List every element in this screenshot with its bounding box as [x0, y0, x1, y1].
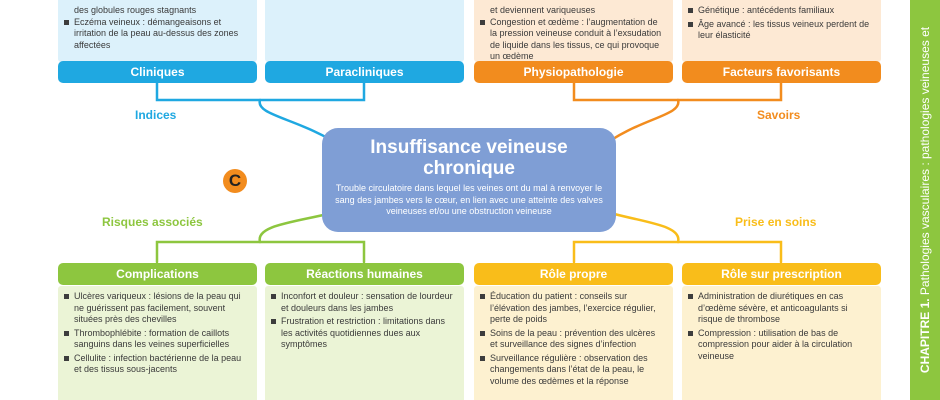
list-item: Frustration et restriction : limitations dans les activités quotidiennes dues aux symptômes: [271, 316, 456, 351]
central-concept: [322, 128, 616, 232]
bullet-icon: [271, 319, 276, 324]
role-propre-content: [474, 286, 673, 400]
list-item: Compression : utilisation de bas de compression pour aider à la circulation veineuse: [688, 328, 873, 363]
chapter-sidebar: [910, 0, 940, 400]
bullet-icon: [64, 20, 69, 25]
bullet-icon: [688, 331, 693, 336]
bullet-icon: [480, 20, 485, 25]
branch-label-risques: Risques associés: [102, 215, 203, 229]
header-paracliniques: Paracliniques: [265, 61, 464, 83]
bullet-icon: [688, 294, 693, 299]
header-role-sur-prescription: Rôle sur prescription: [682, 263, 881, 285]
branch-label-indices: Indices: [135, 108, 177, 122]
physiopathologie-content: [474, 0, 673, 62]
list-item: Eczéma veineux : démangeaisons et irritation de la peau au-dessus des zones affectées: [64, 17, 249, 52]
header-cliniques: Cliniques: [58, 61, 257, 83]
list-item: Âge avancé : les tissus veineux perdent de leur élasticité: [688, 19, 873, 42]
list-item: Thrombophlébite : formation de caillots sanguins dans les veines superficielles: [64, 328, 249, 351]
bullet-icon: [480, 294, 485, 299]
bullet-icon: [688, 22, 693, 27]
header-physiopathologie: Physiopathologie: [474, 61, 673, 83]
branch-label-savoirs: Savoirs: [757, 108, 801, 122]
list-item: Surveillance régulière : observation des changements dans l’état de la peau, le volume des œdèmes et la réponse: [480, 353, 665, 388]
bullet-icon: [480, 331, 485, 336]
facteurs-content: [682, 0, 881, 62]
reactions-content: [265, 286, 464, 400]
list-item: Génétique : antécédents familiaux: [688, 5, 873, 17]
bullet-icon: [64, 294, 69, 299]
chapter-title: CHAPITRE 1. Pathologies vasculaires : pathologies veineuses et: [918, 26, 932, 374]
c-badge-icon: C: [223, 169, 247, 193]
header-facteurs-favorisants: Facteurs favorisants: [682, 61, 881, 83]
header-reactions-humaines: Réactions humaines: [265, 263, 464, 285]
list-item: Soins de la peau : prévention des ulcères et surveillance des signes d’infection: [480, 328, 665, 351]
paracliniques-content: [265, 0, 464, 62]
header-role-propre: Rôle propre: [474, 263, 673, 285]
cliniques-content: [58, 0, 257, 62]
list-item: Congestion et œdème : l’augmentation de la pression veineuse conduit à l’exsudation de liquide dans les tissus, ce qui provoque un œdème: [480, 17, 665, 63]
bullet-icon: [64, 331, 69, 336]
bullet-icon: [64, 356, 69, 361]
complications-content: [58, 286, 257, 400]
list-item: des globules rouges stagnants: [74, 5, 197, 15]
list-item: Administration de diurétiques en cas d’œdème sévère, et anticoagulants si risque de thrombose: [688, 291, 873, 326]
bullet-icon: [480, 356, 485, 361]
branch-label-prise-en-soins: Prise en soins: [735, 215, 817, 229]
bullet-icon: [688, 8, 693, 13]
bullet-icon: [271, 294, 276, 299]
central-description: Trouble circulatoire dans lequel les veines ont du mal à renvoyer le sang des jambes vers le cœur, en lien avec une atteinte des valves veineuses et/ou une obstruction veineuse: [335, 183, 603, 216]
central-title: Insuffisance veineuse chronique: [370, 137, 568, 179]
role-prescription-content: [682, 286, 881, 400]
list-item: Cellulite : infection bactérienne de la peau et des tissus sous-jacents: [64, 353, 249, 376]
list-item: Éducation du patient : conseils sur l’élévation des jambes, l’exercice régulier, perte de poids: [480, 291, 665, 326]
list-item: et deviennent variqueuses: [490, 5, 596, 15]
list-item: Ulcères variqueux : lésions de la peau qui ne guérissent pas facilement, souvent situées près des chevilles: [64, 291, 249, 326]
header-complications: Complications: [58, 263, 257, 285]
list-item: Inconfort et douleur : sensation de lourdeur et douleurs dans les jambes: [271, 291, 456, 314]
